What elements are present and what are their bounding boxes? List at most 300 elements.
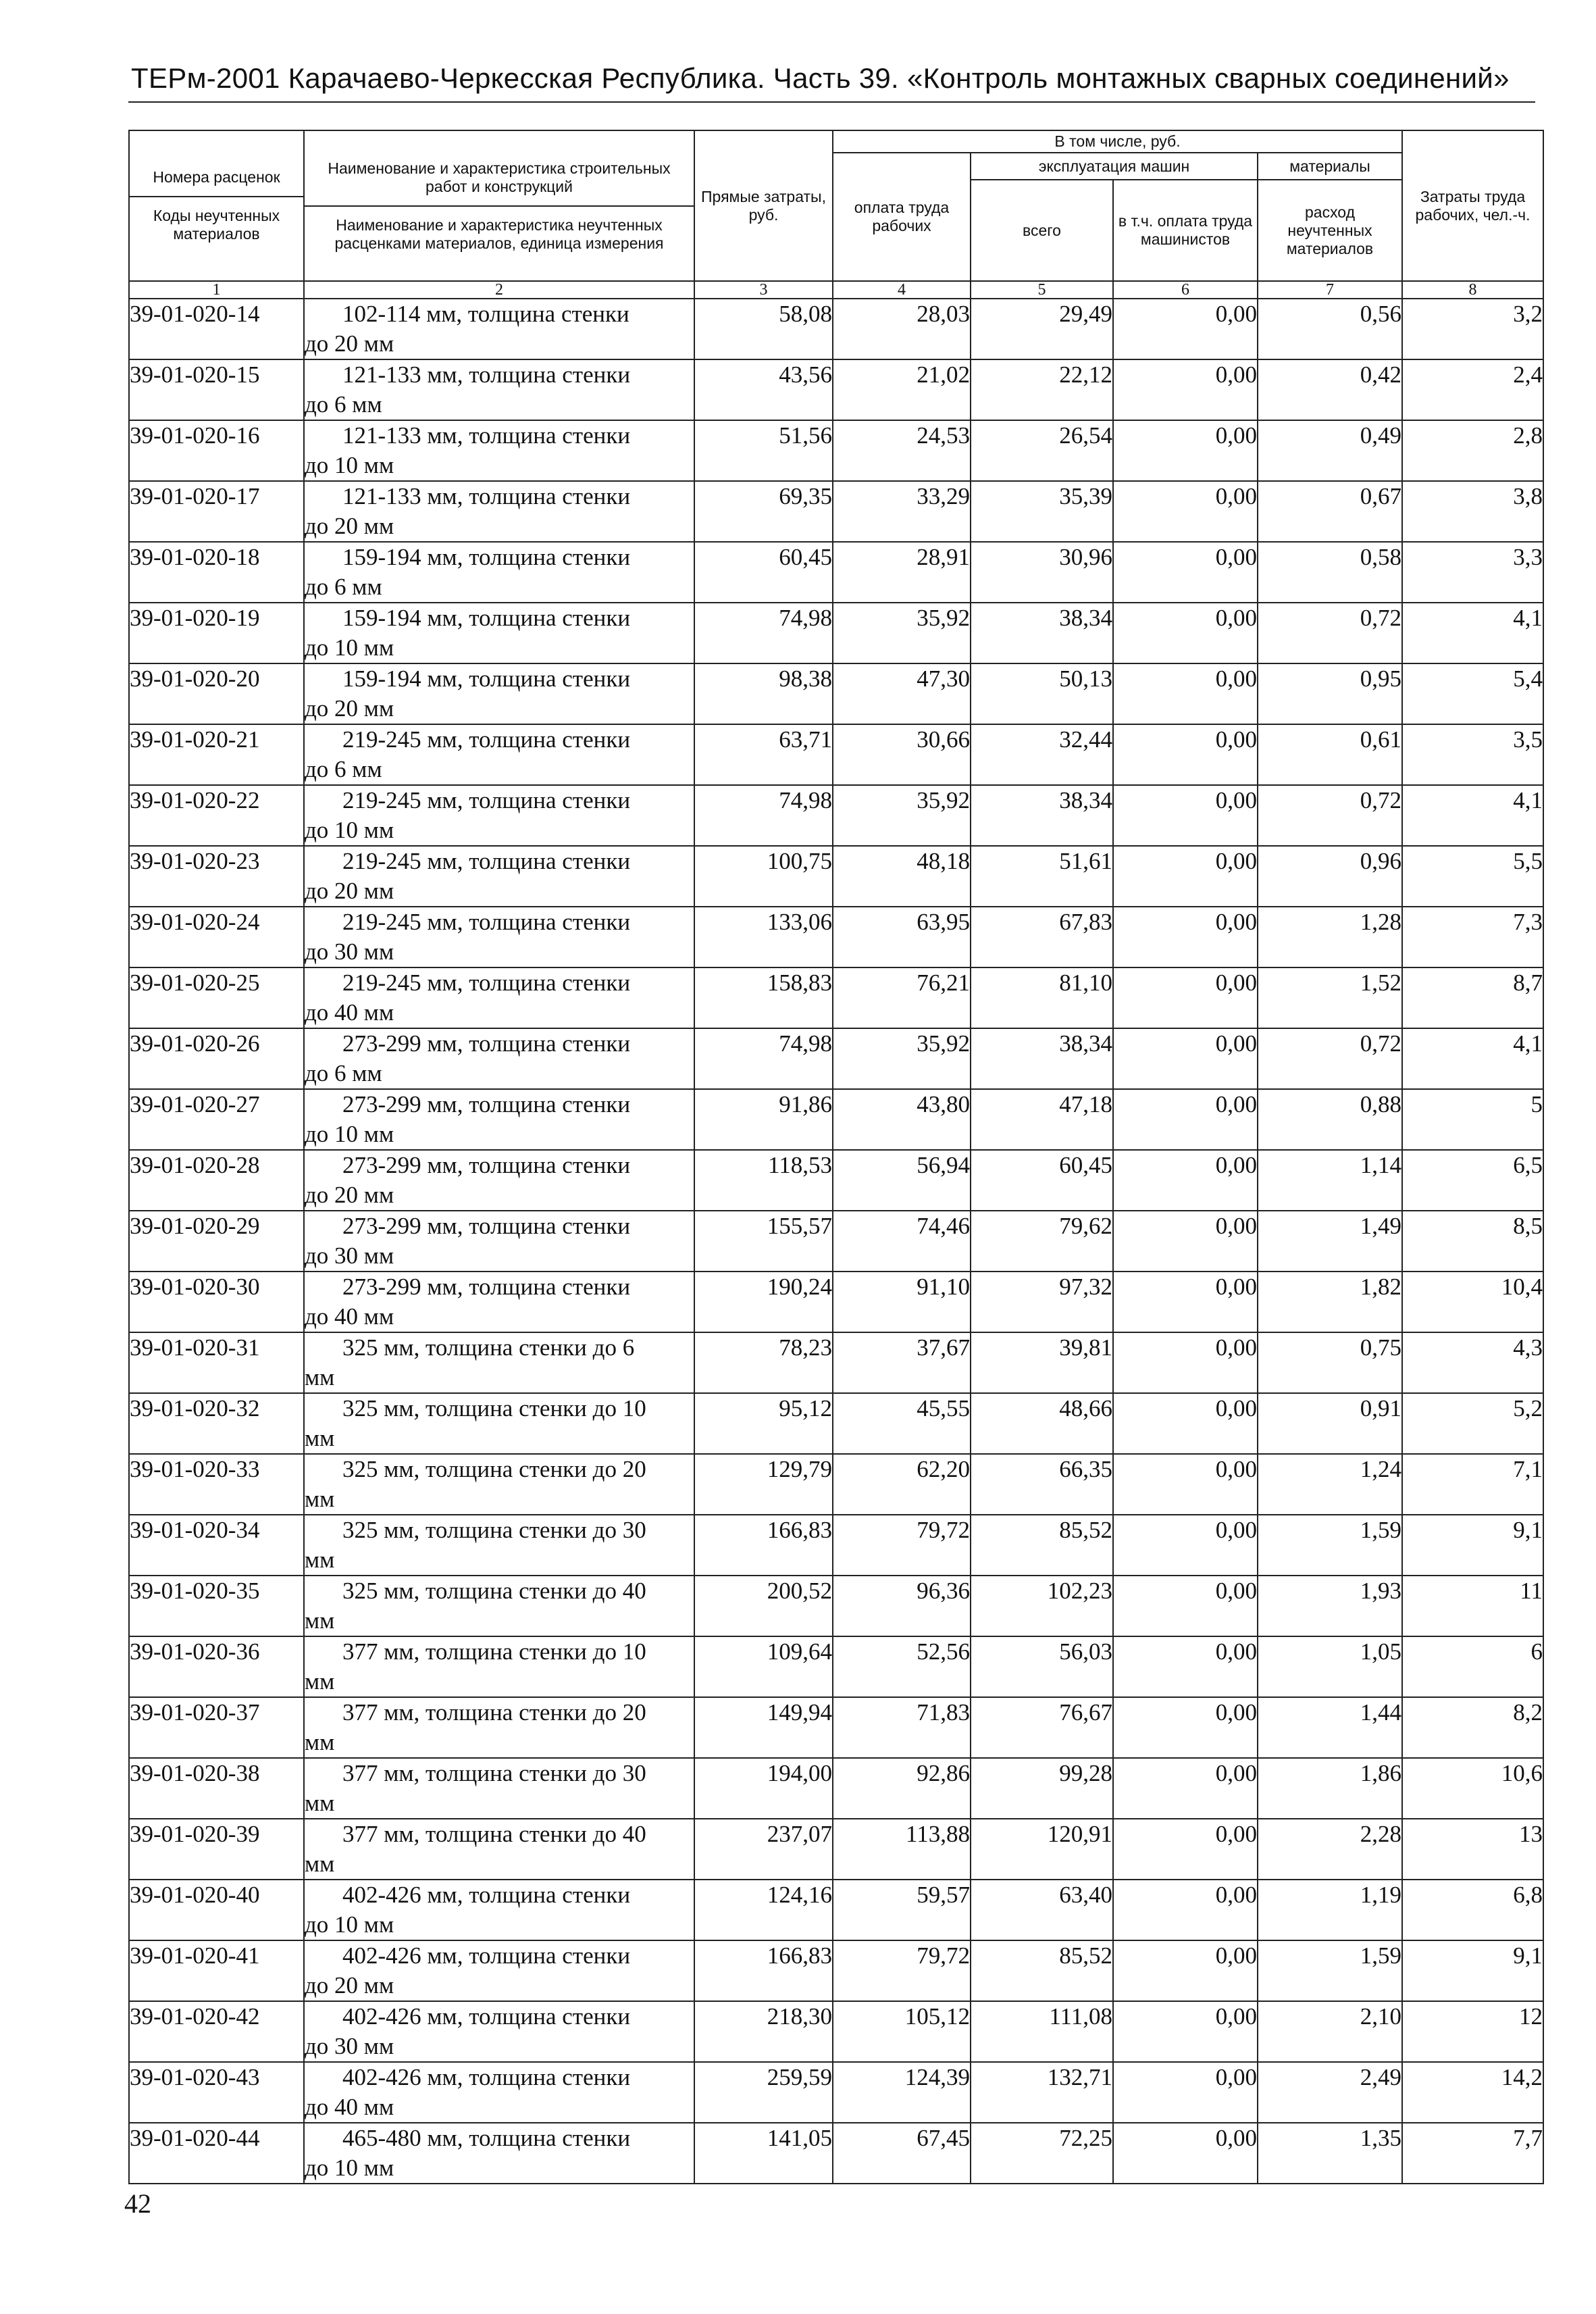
rate-code-cell: 39-01-020-23: [129, 846, 304, 907]
machines-total-cell: 38,34: [971, 603, 1113, 663]
labor-cell: 8,7: [1402, 967, 1543, 1028]
labor-cell: 8,2: [1402, 1697, 1543, 1758]
rate-code-cell: 39-01-020-41: [129, 1940, 304, 2001]
machines-total-cell: 35,39: [971, 481, 1113, 542]
description-cell: [304, 1940, 694, 2001]
machines-total-cell: 39,81: [971, 1332, 1113, 1393]
machines-total-cell: 38,34: [971, 1028, 1113, 1089]
rate-code-cell: 39-01-020-32: [129, 1393, 304, 1454]
direct-costs-cell: 129,79: [694, 1454, 833, 1515]
description-line-1: 325 мм, толщина стенки до 6: [342, 1334, 635, 1361]
machines-total-cell: 97,32: [971, 1272, 1113, 1332]
description-line-1: 402-426 мм, толщина стенки: [342, 1942, 631, 1969]
machinists-wages-cell: 0,00: [1113, 724, 1258, 785]
labor-cell: 4,1: [1402, 785, 1543, 846]
machines-total-cell: 32,44: [971, 724, 1113, 785]
table-row: [129, 1515, 1543, 1576]
labor-cell: 10,4: [1402, 1272, 1543, 1332]
rate-code-cell: 39-01-020-19: [129, 603, 304, 663]
machinists-wages-cell: 0,00: [1113, 1880, 1258, 1940]
wages-cell: 71,83: [833, 1697, 971, 1758]
table-row: [129, 1819, 1543, 1880]
wages-cell: 79,72: [833, 1515, 971, 1576]
materials-cell: 1,82: [1258, 1272, 1402, 1332]
materials-cell: 2,10: [1258, 2001, 1402, 2062]
rate-code-cell: 39-01-020-18: [129, 542, 304, 603]
description-line-2: мм: [305, 1668, 335, 1694]
labor-cell: 12: [1402, 2001, 1543, 2062]
labor-cell: 5,2: [1402, 1393, 1543, 1454]
materials-cell: 2,28: [1258, 1819, 1402, 1880]
description-line-2: до 10 мм: [305, 817, 394, 843]
materials-cell: 0,67: [1258, 481, 1402, 542]
description-line-1: 121-133 мм, толщина стенки: [342, 361, 631, 388]
wages-cell: 24,53: [833, 420, 971, 481]
labor-cell: 3,5: [1402, 724, 1543, 785]
description-cell: [304, 603, 694, 663]
rate-code-cell: 39-01-020-29: [129, 1211, 304, 1272]
machinists-wages-cell: 0,00: [1113, 359, 1258, 420]
table-row: [129, 1272, 1543, 1332]
labor-cell: 4,1: [1402, 603, 1543, 663]
direct-costs-cell: 78,23: [694, 1332, 833, 1393]
machinists-wages-cell: 0,00: [1113, 1150, 1258, 1211]
table-row: [129, 907, 1543, 967]
materials-cell: 1,93: [1258, 1576, 1402, 1636]
direct-costs-cell: 91,86: [694, 1089, 833, 1150]
rate-code-cell: 39-01-020-33: [129, 1454, 304, 1515]
description-line-2: до 30 мм: [305, 1242, 394, 1269]
description-cell: [304, 846, 694, 907]
description-line-1: 402-426 мм, толщина стенки: [342, 2064, 631, 2090]
description-cell: [304, 1515, 694, 1576]
description-line-1: 219-245 мм, толщина стенки: [342, 909, 631, 935]
direct-costs-cell: 194,00: [694, 1758, 833, 1819]
direct-costs-cell: 259,59: [694, 2062, 833, 2123]
description-cell: [304, 1393, 694, 1454]
direct-costs-cell: 133,06: [694, 907, 833, 967]
materials-cell: 1,59: [1258, 1940, 1402, 2001]
wages-cell: 21,02: [833, 359, 971, 420]
table-row: [129, 2062, 1543, 2123]
materials-cell: 1,49: [1258, 1211, 1402, 1272]
header-labor: Затраты труда рабочих, чел.-ч.: [1402, 130, 1543, 281]
description-line-1: 219-245 мм, толщина стенки: [342, 970, 631, 996]
description-line-2: до 10 мм: [305, 1911, 394, 1938]
table-row: [129, 359, 1543, 420]
direct-costs-cell: 63,71: [694, 724, 833, 785]
labor-cell: 11: [1402, 1576, 1543, 1636]
machines-total-cell: 30,96: [971, 542, 1113, 603]
wages-cell: 30,66: [833, 724, 971, 785]
description-line-2: мм: [305, 1364, 335, 1390]
rate-code-cell: 39-01-020-40: [129, 1880, 304, 1940]
direct-costs-cell: 98,38: [694, 663, 833, 724]
machines-total-cell: 120,91: [971, 1819, 1113, 1880]
machines-total-cell: 56,03: [971, 1636, 1113, 1697]
machinists-wages-cell: 0,00: [1113, 1636, 1258, 1697]
description-line-2: мм: [305, 1607, 335, 1634]
description-line-2: до 40 мм: [305, 999, 394, 1026]
wages-cell: 28,03: [833, 299, 971, 359]
table-row: [129, 663, 1543, 724]
direct-costs-cell: 69,35: [694, 481, 833, 542]
header-codes: [129, 130, 304, 281]
description-cell: [304, 724, 694, 785]
description-line-1: 121-133 мм, толщина стенки: [342, 483, 631, 509]
description-line-1: 273-299 мм, толщина стенки: [342, 1152, 631, 1178]
materials-cell: 1,14: [1258, 1150, 1402, 1211]
header-including: В том числе, руб.: [833, 130, 1402, 153]
header-description: [304, 130, 694, 281]
materials-cell: 1,24: [1258, 1454, 1402, 1515]
rate-code-cell: 39-01-020-44: [129, 2123, 304, 2184]
direct-costs-cell: 74,98: [694, 785, 833, 846]
wages-cell: 43,80: [833, 1089, 971, 1150]
header-machinists-wages: в т.ч. оплата труда машинистов: [1113, 180, 1258, 281]
direct-costs-cell: 124,16: [694, 1880, 833, 1940]
wages-cell: 52,56: [833, 1636, 971, 1697]
materials-cell: 1,35: [1258, 2123, 1402, 2184]
labor-cell: 10,6: [1402, 1758, 1543, 1819]
wages-cell: 48,18: [833, 846, 971, 907]
machines-total-cell: 26,54: [971, 420, 1113, 481]
wages-cell: 74,46: [833, 1211, 971, 1272]
materials-cell: 0,96: [1258, 846, 1402, 907]
wages-cell: 91,10: [833, 1272, 971, 1332]
labor-cell: 6,5: [1402, 1150, 1543, 1211]
materials-cell: 1,52: [1258, 967, 1402, 1028]
page-number: 42: [124, 2188, 151, 2219]
machinists-wages-cell: 0,00: [1113, 1454, 1258, 1515]
description-line-2: мм: [305, 1851, 335, 1877]
direct-costs-cell: 100,75: [694, 846, 833, 907]
machinists-wages-cell: 0,00: [1113, 1089, 1258, 1150]
header-works-description: Наименование и характеристика строительных работ и конструкций: [328, 159, 671, 195]
header-material-codes: Коды неучтенных материалов: [153, 207, 280, 243]
wages-cell: 35,92: [833, 1028, 971, 1089]
materials-cell: 0,72: [1258, 603, 1402, 663]
machines-total-cell: 72,25: [971, 2123, 1113, 2184]
description-line-1: 219-245 мм, толщина стенки: [342, 848, 631, 874]
table-row: [129, 1758, 1543, 1819]
wages-cell: 37,67: [833, 1332, 971, 1393]
materials-cell: 0,56: [1258, 299, 1402, 359]
materials-cell: 1,59: [1258, 1515, 1402, 1576]
machines-total-cell: 99,28: [971, 1758, 1113, 1819]
machines-total-cell: 67,83: [971, 907, 1113, 967]
table-row: [129, 420, 1543, 481]
machines-total-cell: 66,35: [971, 1454, 1113, 1515]
column-index-cell: 7: [1258, 281, 1402, 299]
direct-costs-cell: 58,08: [694, 299, 833, 359]
header-materials-unaccounted: расход неучтенных материалов: [1258, 180, 1402, 281]
table-row: [129, 1697, 1543, 1758]
direct-costs-cell: 155,57: [694, 1211, 833, 1272]
column-index-cell: 4: [833, 281, 971, 299]
description-line-2: до 20 мм: [305, 878, 394, 904]
description-cell: [304, 299, 694, 359]
table-row: [129, 542, 1543, 603]
labor-cell: 3,2: [1402, 299, 1543, 359]
table-row: [129, 1636, 1543, 1697]
description-line-2: до 40 мм: [305, 1303, 394, 1330]
table-row: [129, 1211, 1543, 1272]
labor-cell: 6,8: [1402, 1880, 1543, 1940]
description-line-1: 102-114 мм, толщина стенки: [342, 301, 629, 327]
labor-cell: 2,8: [1402, 420, 1543, 481]
wages-cell: 62,20: [833, 1454, 971, 1515]
description-line-2: до 20 мм: [305, 1972, 394, 1998]
description-cell: [304, 785, 694, 846]
machines-total-cell: 79,62: [971, 1211, 1113, 1272]
table-row: [129, 1576, 1543, 1636]
rate-code-cell: 39-01-020-20: [129, 663, 304, 724]
description-line-1: 273-299 мм, толщина стенки: [342, 1274, 631, 1300]
labor-cell: 3,8: [1402, 481, 1543, 542]
rate-code-cell: 39-01-020-38: [129, 1758, 304, 1819]
description-line-1: 273-299 мм, толщина стенки: [342, 1091, 631, 1117]
machinists-wages-cell: 0,00: [1113, 1332, 1258, 1393]
description-cell: [304, 663, 694, 724]
labor-cell: 4,1: [1402, 1028, 1543, 1089]
rate-code-cell: 39-01-020-31: [129, 1332, 304, 1393]
machinists-wages-cell: 0,00: [1113, 1393, 1258, 1454]
description-line-1: 402-426 мм, толщина стенки: [342, 1882, 631, 1908]
materials-cell: 2,49: [1258, 2062, 1402, 2123]
description-line-1: 273-299 мм, толщина стенки: [342, 1213, 631, 1239]
description-line-2: мм: [305, 1546, 335, 1573]
direct-costs-cell: 237,07: [694, 1819, 833, 1880]
table-row: [129, 785, 1543, 846]
rate-code-cell: 39-01-020-39: [129, 1819, 304, 1880]
labor-cell: 5,5: [1402, 846, 1543, 907]
machines-total-cell: 47,18: [971, 1089, 1113, 1150]
description-line-2: до 6 мм: [305, 1060, 382, 1086]
description-line-2: до 10 мм: [305, 1121, 394, 1147]
machinists-wages-cell: 0,00: [1113, 1211, 1258, 1272]
machinists-wages-cell: 0,00: [1113, 1515, 1258, 1576]
direct-costs-cell: 190,24: [694, 1272, 833, 1332]
labor-cell: 4,3: [1402, 1332, 1543, 1393]
description-line-1: 377 мм, толщина стенки до 40: [342, 1821, 646, 1847]
description-line-2: до 30 мм: [305, 2033, 394, 2059]
table-row: [129, 2001, 1543, 2062]
rate-code-cell: 39-01-020-43: [129, 2062, 304, 2123]
table-row: [129, 299, 1543, 359]
rate-code-cell: 39-01-020-37: [129, 1697, 304, 1758]
direct-costs-cell: 74,98: [694, 603, 833, 663]
machines-total-cell: 51,61: [971, 846, 1113, 907]
description-line-1: 325 мм, толщина стенки до 40: [342, 1578, 646, 1604]
direct-costs-cell: 51,56: [694, 420, 833, 481]
machines-total-cell: 50,13: [971, 663, 1113, 724]
column-index-cell: 2: [304, 281, 694, 299]
materials-cell: 0,91: [1258, 1393, 1402, 1454]
machines-total-cell: 85,52: [971, 1940, 1113, 2001]
column-index-cell: 8: [1402, 281, 1543, 299]
labor-cell: 13: [1402, 1819, 1543, 1880]
wages-cell: 35,92: [833, 785, 971, 846]
description-line-1: 325 мм, толщина стенки до 20: [342, 1456, 646, 1482]
description-line-1: 219-245 мм, толщина стенки: [342, 726, 631, 753]
wages-cell: 33,29: [833, 481, 971, 542]
table-row: [129, 1332, 1543, 1393]
header-machines-total: всего: [971, 180, 1113, 281]
machines-total-cell: 29,49: [971, 299, 1113, 359]
description-cell: [304, 1211, 694, 1272]
wages-cell: 105,12: [833, 2001, 971, 2062]
materials-cell: 0,75: [1258, 1332, 1402, 1393]
machinists-wages-cell: 0,00: [1113, 785, 1258, 846]
description-line-1: 325 мм, толщина стенки до 30: [342, 1517, 646, 1543]
wages-cell: 67,45: [833, 2123, 971, 2184]
description-line-1: 121-133 мм, толщина стенки: [342, 422, 631, 449]
machinists-wages-cell: 0,00: [1113, 2001, 1258, 2062]
direct-costs-cell: 43,56: [694, 359, 833, 420]
machinists-wages-cell: 0,00: [1113, 1576, 1258, 1636]
direct-costs-cell: 166,83: [694, 1515, 833, 1576]
description-cell: [304, 359, 694, 420]
rates-table: [128, 130, 1544, 2184]
document-title: ТЕРм-2001 Карачаево-Черкесская Республика. Часть 39. «Контроль монтажных сварных соединений»: [131, 62, 1510, 94]
description-cell: [304, 481, 694, 542]
rate-code-cell: 39-01-020-17: [129, 481, 304, 542]
machines-total-cell: 38,34: [971, 785, 1113, 846]
direct-costs-cell: 60,45: [694, 542, 833, 603]
machinists-wages-cell: 0,00: [1113, 967, 1258, 1028]
description-cell: [304, 907, 694, 967]
machinists-wages-cell: 0,00: [1113, 1028, 1258, 1089]
description-cell: [304, 1332, 694, 1393]
table-row: [129, 1880, 1543, 1940]
description-line-2: мм: [305, 1729, 335, 1755]
description-line-2: мм: [305, 1486, 335, 1512]
description-cell: [304, 967, 694, 1028]
machines-total-cell: 48,66: [971, 1393, 1113, 1454]
description-cell: [304, 1028, 694, 1089]
wages-cell: 76,21: [833, 967, 971, 1028]
rate-code-cell: 39-01-020-14: [129, 299, 304, 359]
column-index-cell: 1: [129, 281, 304, 299]
labor-cell: 6: [1402, 1636, 1543, 1697]
header-wages: оплата труда рабочих: [833, 153, 971, 281]
description-line-2: до 6 мм: [305, 574, 382, 600]
materials-cell: 0,61: [1258, 724, 1402, 785]
description-line-2: мм: [305, 1790, 335, 1816]
direct-costs-cell: 141,05: [694, 2123, 833, 2184]
machinists-wages-cell: 0,00: [1113, 1940, 1258, 2001]
machines-total-cell: 111,08: [971, 2001, 1113, 2062]
description-line-2: до 20 мм: [305, 695, 394, 722]
wages-cell: 59,57: [833, 1880, 971, 1940]
rate-code-cell: 39-01-020-22: [129, 785, 304, 846]
machinists-wages-cell: 0,00: [1113, 420, 1258, 481]
rate-code-cell: 39-01-020-30: [129, 1272, 304, 1332]
machines-total-cell: 22,12: [971, 359, 1113, 420]
description-cell: [304, 1089, 694, 1150]
wages-cell: 47,30: [833, 663, 971, 724]
description-line-1: 325 мм, толщина стенки до 10: [342, 1395, 646, 1422]
machinists-wages-cell: 0,00: [1113, 907, 1258, 967]
direct-costs-cell: 200,52: [694, 1576, 833, 1636]
rate-code-cell: 39-01-020-25: [129, 967, 304, 1028]
description-cell: [304, 2001, 694, 2062]
table-row: [129, 1028, 1543, 1089]
description-line-1: 377 мм, толщина стенки до 10: [342, 1638, 646, 1665]
wages-cell: 113,88: [833, 1819, 971, 1880]
machines-total-cell: 132,71: [971, 2062, 1113, 2123]
labor-cell: 7,3: [1402, 907, 1543, 967]
description-line-2: до 40 мм: [305, 2094, 394, 2120]
rate-code-cell: 39-01-020-34: [129, 1515, 304, 1576]
materials-cell: 1,28: [1258, 907, 1402, 967]
machinists-wages-cell: 0,00: [1113, 2062, 1258, 2123]
description-line-2: мм: [305, 1425, 335, 1451]
machinists-wages-cell: 0,00: [1113, 1272, 1258, 1332]
direct-costs-cell: 158,83: [694, 967, 833, 1028]
description-cell: [304, 1880, 694, 1940]
table-row: [129, 1454, 1543, 1515]
rate-code-cell: 39-01-020-15: [129, 359, 304, 420]
wages-cell: 28,91: [833, 542, 971, 603]
labor-cell: 7,1: [1402, 1454, 1543, 1515]
description-cell: [304, 542, 694, 603]
column-index-cell: 3: [694, 281, 833, 299]
description-line-2: до 20 мм: [305, 330, 394, 357]
machinists-wages-cell: 0,00: [1113, 1758, 1258, 1819]
materials-cell: 0,88: [1258, 1089, 1402, 1150]
table-row: [129, 1150, 1543, 1211]
table-row: [129, 967, 1543, 1028]
materials-cell: 1,19: [1258, 1880, 1402, 1940]
machinists-wages-cell: 0,00: [1113, 481, 1258, 542]
machines-total-cell: 60,45: [971, 1150, 1113, 1211]
rate-code-cell: 39-01-020-35: [129, 1576, 304, 1636]
rate-code-cell: 39-01-020-26: [129, 1028, 304, 1089]
description-cell: [304, 1454, 694, 1515]
table-row: [129, 603, 1543, 663]
materials-cell: 0,72: [1258, 785, 1402, 846]
description-line-1: 159-194 мм, толщина стенки: [342, 665, 631, 692]
title-underline: [128, 101, 1535, 103]
table-row: [129, 2123, 1543, 2184]
labor-cell: 9,1: [1402, 1940, 1543, 2001]
column-index-row: [129, 281, 1543, 299]
description-cell: [304, 1636, 694, 1697]
machines-total-cell: 63,40: [971, 1880, 1113, 1940]
table-row: [129, 481, 1543, 542]
header-materials-description: Наименование и характеристика неучтенных расценками материалов, единица измерения: [334, 216, 664, 252]
description-line-2: до 10 мм: [305, 452, 394, 478]
description-line-1: 273-299 мм, толщина стенки: [342, 1030, 631, 1057]
machines-total-cell: 102,23: [971, 1576, 1113, 1636]
machinists-wages-cell: 0,00: [1113, 663, 1258, 724]
materials-cell: 0,42: [1258, 359, 1402, 420]
labor-cell: 5: [1402, 1089, 1543, 1150]
machines-total-cell: 76,67: [971, 1697, 1113, 1758]
table-row: [129, 724, 1543, 785]
table-row: [129, 1393, 1543, 1454]
description-line-1: 377 мм, толщина стенки до 30: [342, 1760, 646, 1786]
materials-cell: 1,44: [1258, 1697, 1402, 1758]
description-line-2: до 6 мм: [305, 756, 382, 782]
description-line-2: до 20 мм: [305, 513, 394, 539]
rate-code-cell: 39-01-020-24: [129, 907, 304, 967]
labor-cell: 9,1: [1402, 1515, 1543, 1576]
header-direct-costs: Прямые затраты, руб.: [694, 130, 833, 281]
description-cell: [304, 1758, 694, 1819]
